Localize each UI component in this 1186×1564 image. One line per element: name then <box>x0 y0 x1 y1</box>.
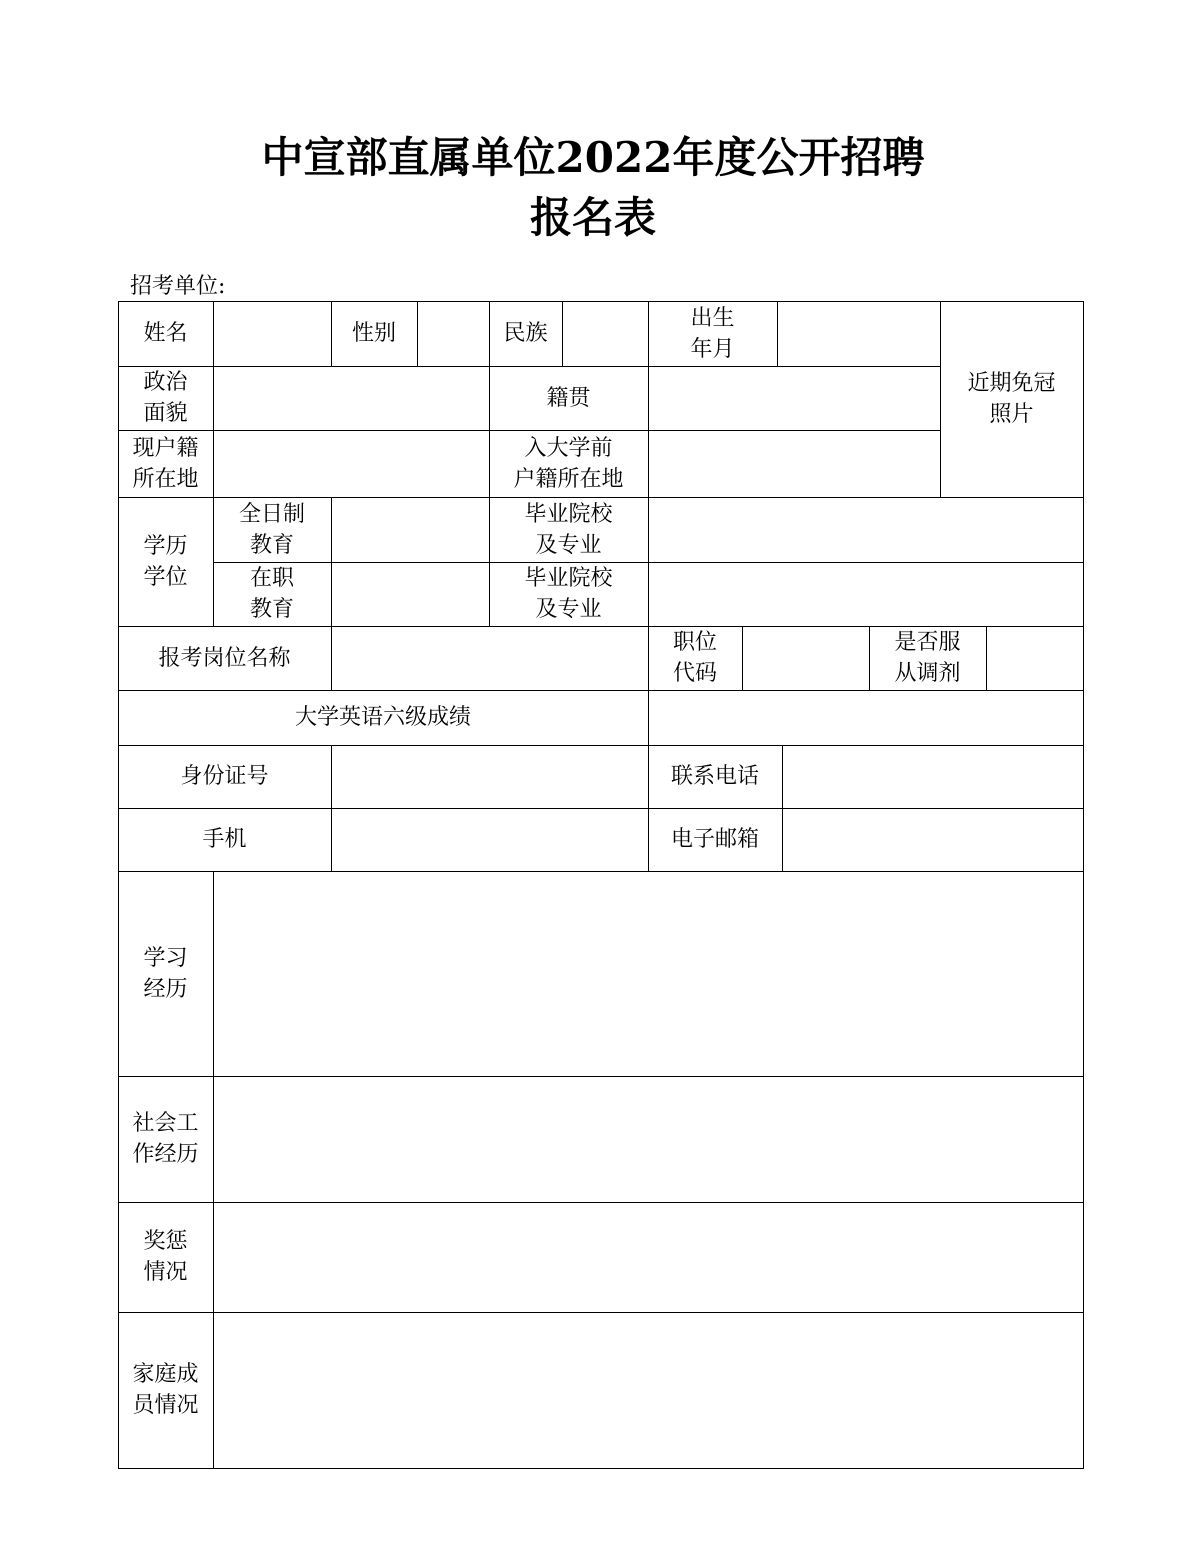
table-border-line <box>118 626 1084 627</box>
current-hukou-field[interactable] <box>213 430 489 497</box>
native-place-label: 籍贯 <box>546 385 591 411</box>
position-name-label: 报考岗位名称 <box>158 645 291 671</box>
family-members-field[interactable] <box>213 1312 1083 1468</box>
awards-field[interactable] <box>213 1202 1083 1312</box>
accept-adjustment-label: 是否服 从调剂 <box>894 630 961 686</box>
table-border-line <box>118 301 119 1469</box>
table-border-line <box>118 430 941 431</box>
ethnicity-label: 民族 <box>503 321 548 346</box>
recruiting-unit-label: 招考单位: <box>130 274 226 299</box>
native-place-field[interactable] <box>648 366 940 430</box>
cet6-score-label: 大学英语六级成绩 <box>294 705 471 730</box>
table-border-line <box>331 497 332 627</box>
table-border-line <box>213 497 214 627</box>
inservice-school-field[interactable] <box>648 562 1083 626</box>
ethnicity-field[interactable] <box>562 301 648 366</box>
table-border-line <box>648 745 649 872</box>
inservice-school-label: 毕业院校 及专业 <box>524 566 613 622</box>
table-border-line <box>562 301 563 367</box>
inservice-education-label: 在职 教育 <box>249 566 294 622</box>
pre-university-hukou-label: 入大学前 户籍所在地 <box>513 435 624 492</box>
table-border-line <box>782 745 783 872</box>
table-border-line <box>118 690 1084 691</box>
table-border-line <box>489 301 490 367</box>
table-border-line <box>118 745 1084 746</box>
table-border-line <box>118 1076 1084 1077</box>
form-title: 中宣部直属单位2022年度公开招聘 <box>261 133 925 182</box>
education-degree-label: 学历 学位 <box>143 533 188 590</box>
fulltime-school-field[interactable] <box>648 497 1083 562</box>
gender-field[interactable] <box>417 301 489 366</box>
table-border-line <box>118 1468 1084 1469</box>
position-name-field[interactable] <box>331 626 648 690</box>
mobile-field[interactable] <box>331 808 648 871</box>
table-border-line <box>986 626 987 691</box>
accept-adjustment-field[interactable] <box>986 626 1083 690</box>
table-border-line <box>118 1202 1084 1203</box>
table-border-line <box>213 366 214 498</box>
table-border-line <box>648 626 649 691</box>
awards-label: 奖惩 情况 <box>143 1229 188 1285</box>
email-field[interactable] <box>782 808 1083 871</box>
id-number-label: 身份证号 <box>180 764 269 789</box>
table-border-line <box>118 871 1084 872</box>
table-border-line <box>118 1312 1084 1313</box>
political-status-field[interactable] <box>213 366 489 430</box>
work-history-field[interactable] <box>213 1076 1083 1202</box>
table-border-line <box>940 301 941 498</box>
birth-field[interactable] <box>777 301 940 366</box>
study-history-label: 学习 经历 <box>143 945 188 1002</box>
table-border-line <box>742 626 743 691</box>
table-border-line <box>648 301 649 367</box>
fulltime-degree-field[interactable] <box>331 497 489 562</box>
work-history-label: 社会工 作经历 <box>132 1111 199 1167</box>
table-border-line <box>213 871 214 1469</box>
table-border-line <box>777 301 778 367</box>
study-history-field[interactable] <box>213 871 1083 1076</box>
table-border-line <box>648 366 649 498</box>
mobile-label: 手机 <box>202 827 247 852</box>
fulltime-education-label: 全日制 教育 <box>238 501 305 558</box>
table-border-line <box>417 301 418 367</box>
gender-label: 性别 <box>351 321 396 346</box>
table-border-line <box>489 497 490 627</box>
name-label: 姓名 <box>143 321 188 346</box>
current-hukou-label: 现户籍 所在地 <box>132 435 199 492</box>
form-subtitle: 报名表 <box>529 193 656 242</box>
id-number-field[interactable] <box>331 745 648 808</box>
contact-phone-label: 联系电话 <box>670 764 759 789</box>
pre-university-hukou-field[interactable] <box>648 430 940 497</box>
cet6-score-field[interactable] <box>648 690 1083 745</box>
table-border-line <box>118 366 941 367</box>
table-border-line <box>331 745 332 872</box>
position-code-label: 职位 代码 <box>672 630 717 686</box>
table-border-line <box>331 301 332 367</box>
contact-phone-field[interactable] <box>782 745 1083 808</box>
photo-label: 近期免冠 照片 <box>967 371 1056 427</box>
position-code-field[interactable] <box>742 626 869 690</box>
birth-label: 出生 年月 <box>690 305 735 362</box>
table-border-line <box>213 301 214 367</box>
table-border-line <box>489 366 490 498</box>
email-label: 电子邮箱 <box>670 827 759 852</box>
table-border-line <box>648 497 649 627</box>
name-field[interactable] <box>213 301 331 366</box>
table-border-line <box>869 626 870 691</box>
family-members-label: 家庭成 员情况 <box>132 1362 199 1418</box>
fulltime-school-label: 毕业院校 及专业 <box>524 501 613 558</box>
table-border-line <box>118 808 1084 809</box>
table-border-line <box>648 690 649 746</box>
table-border-line <box>331 626 332 691</box>
inservice-degree-field[interactable] <box>331 562 489 626</box>
political-status-label: 政治 面貌 <box>143 370 188 426</box>
table-border-line <box>1083 301 1084 1469</box>
